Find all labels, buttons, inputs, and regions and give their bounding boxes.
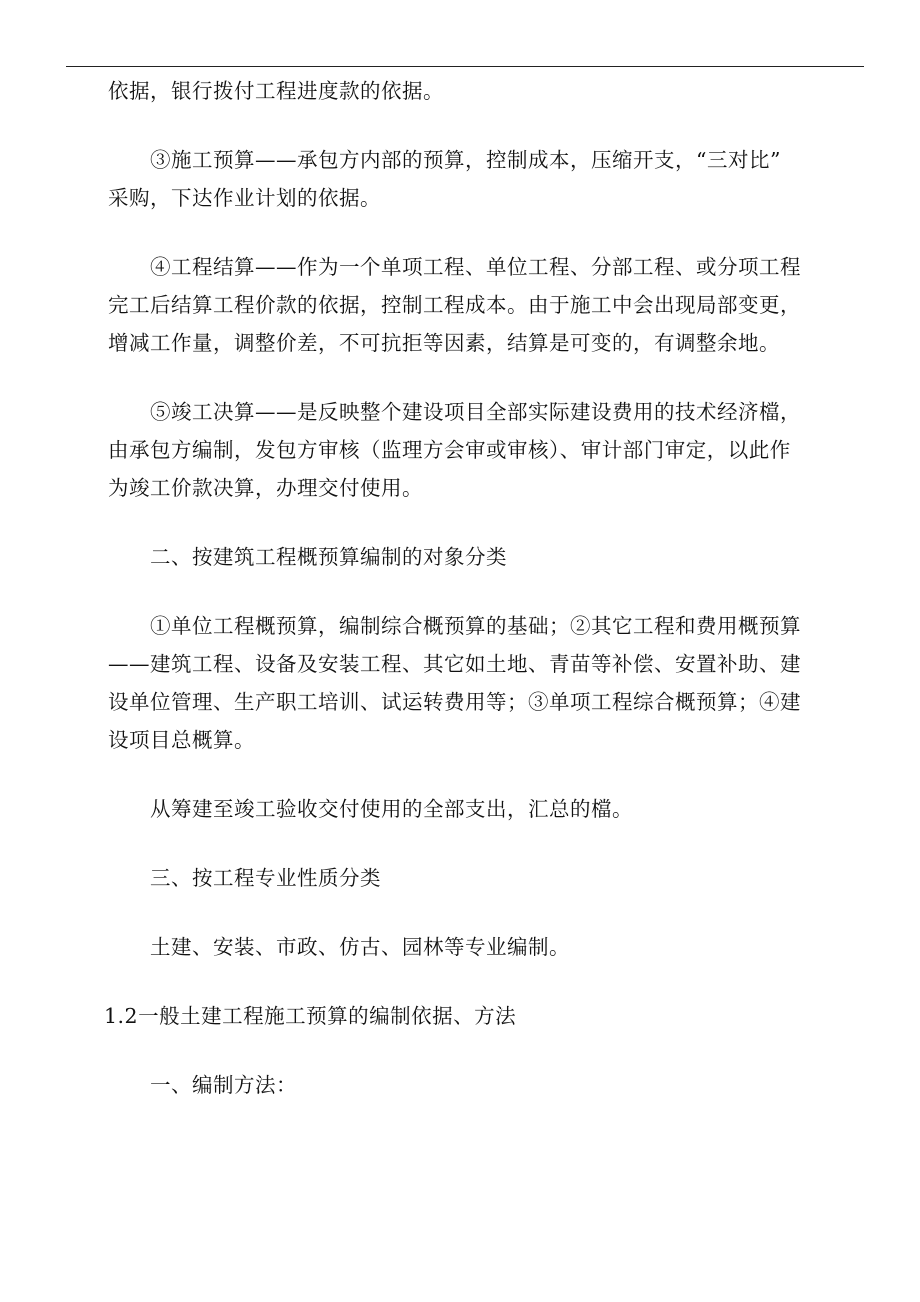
header-rule: [66, 66, 864, 67]
text-line: 依据，银行拨付工程进度款的依据。: [108, 79, 444, 103]
text-line: 土建、安装、市政、仿古、园林等专业编制。: [150, 935, 570, 959]
paragraph-continuation: [108, 72, 824, 110]
text-line: ③施工预算——承包方内部的预算，控制成本，压缩开支，“三对比”: [150, 148, 781, 172]
paragraph-budget-types: [108, 607, 824, 759]
heading-text: 二、按建筑工程概预算编制的对象分类: [150, 545, 507, 569]
text-line: 增减工作量，调整价差，不可抗拒等因素，结算是可变的，有调整余地。: [108, 331, 780, 355]
text-line: ⑤竣工决算——是反映整个建设项目全部实际建设费用的技术经济檔，: [150, 400, 801, 424]
section-heading-by-object: [108, 538, 824, 576]
text-line: 从筹建至竣工验收交付使用的全部支出，汇总的檔。: [150, 797, 633, 821]
text-line: 设项目总概算。: [108, 728, 255, 752]
section-heading-1-2: [104, 997, 824, 1035]
document-body: [104, 72, 824, 1135]
heading-text: 一、编制方法：: [150, 1073, 297, 1097]
text-line: 采购，下达作业计划的依据。: [108, 186, 381, 210]
text-line: 为竣工价款决算，办理交付使用。: [108, 476, 423, 500]
text-line: ——建筑工程、设备及安装工程、其它如土地、青苗等补偿、安置补助、建: [108, 652, 801, 676]
text-line: ④工程结算——作为一个单项工程、单位工程、分部工程、或分项工程: [150, 255, 801, 279]
paragraph-project-settlement: [108, 248, 824, 362]
paragraph-final-accounts: [108, 393, 824, 507]
paragraph-construction-budget: [108, 141, 824, 217]
section-heading-by-specialty: [108, 859, 824, 897]
paragraph-total-expenditure: [108, 790, 824, 828]
heading-text: 三、按工程专业性质分类: [150, 866, 381, 890]
subsection-heading-methods: [108, 1066, 824, 1104]
text-line: 设单位管理、生产职工培训、试运转费用等；③单项工程综合概预算；④建: [108, 690, 801, 714]
text-line: 完工后结算工程价款的依据，控制工程成本。由于施工中会出现局部变更，: [108, 293, 801, 317]
paragraph-specialties: [108, 928, 824, 966]
text-line: 由承包方编制，发包方审核（监理方会审或审核）、审计部门审定，以此作: [108, 438, 791, 462]
text-line: ①单位工程概预算，编制综合概预算的基础；②其它工程和费用概预算: [150, 614, 801, 638]
heading-text: 1.2一般土建工程施工预算的编制依据、方法: [104, 1004, 517, 1028]
